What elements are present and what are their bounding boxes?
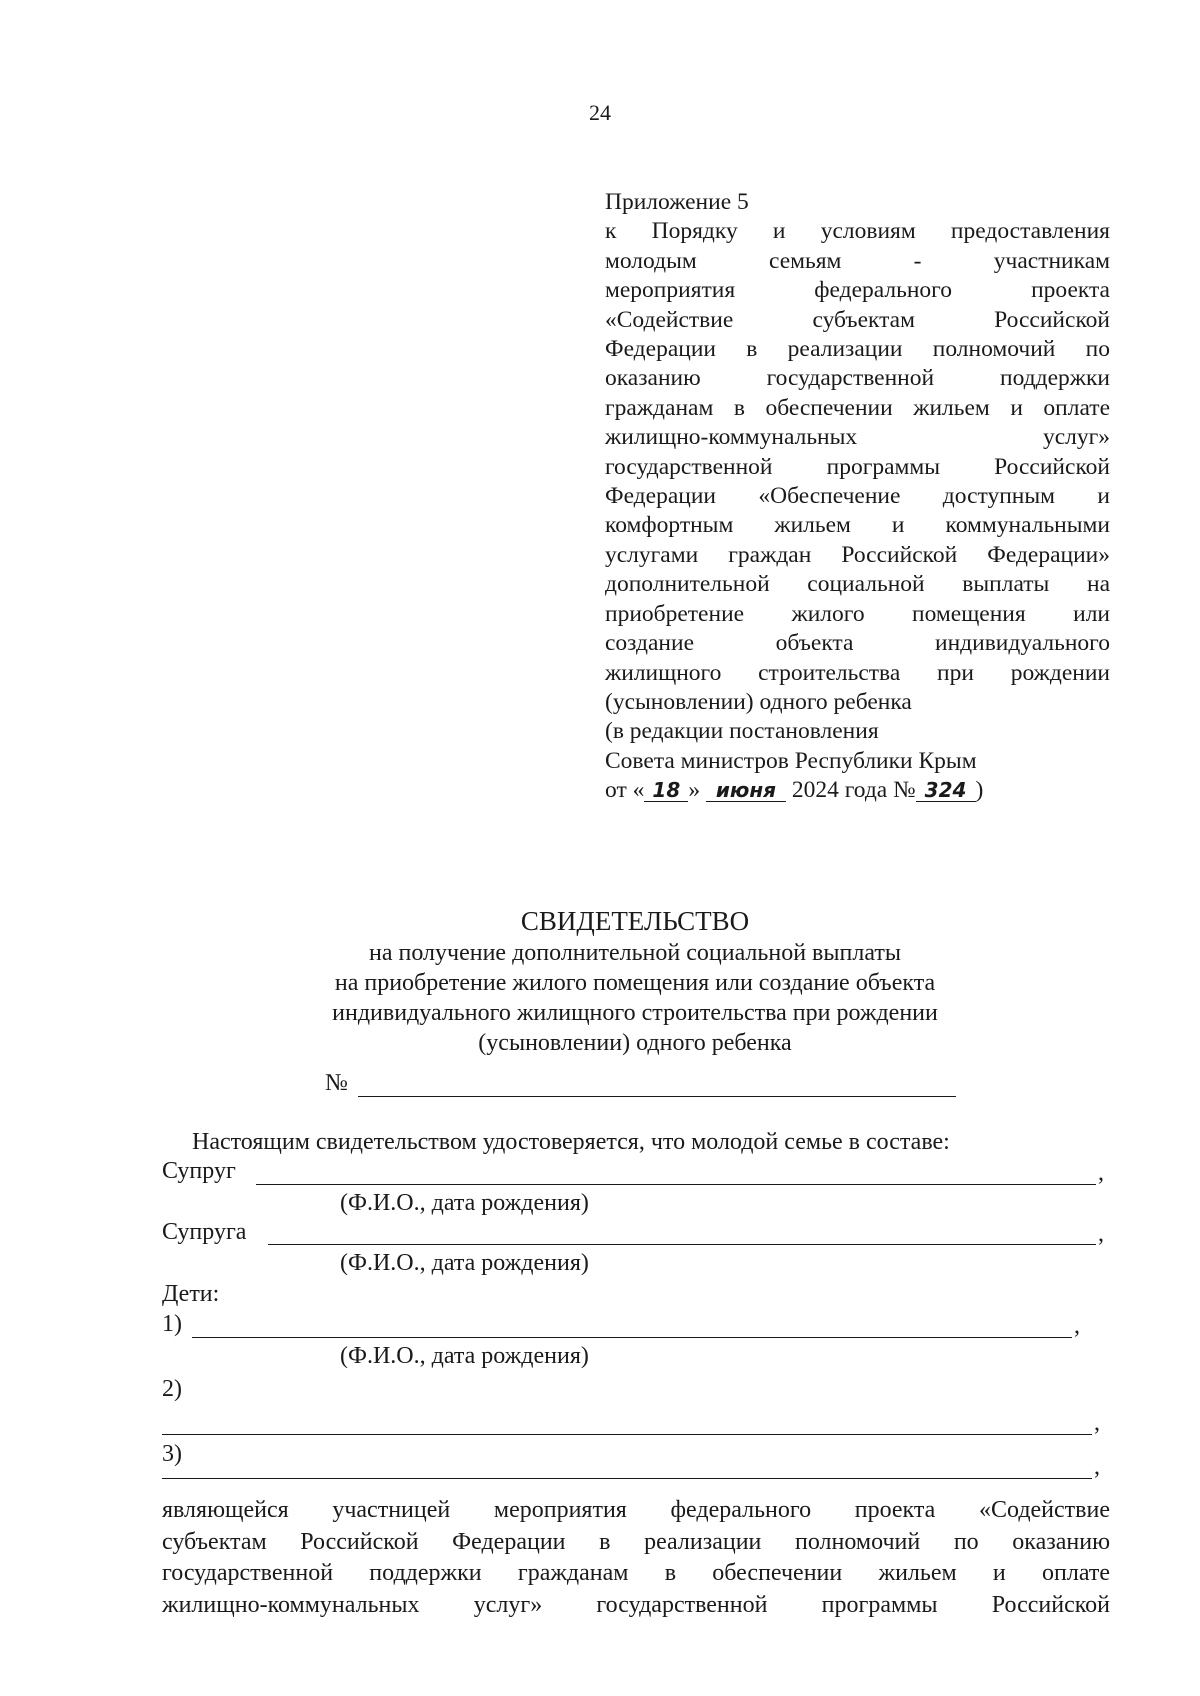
appendix-line: к Порядку и условиям предоставления [605,218,1110,245]
appendix-line: создание объекта индивидуального [605,630,1110,657]
paragraph-line: являющейся участницей мероприятия федерального проекта «Содействие [162,1497,1110,1523]
appendix-block [605,188,1110,806]
comma: , [1074,1313,1080,1339]
appendix-line: дополнительной социальной выплаты на [605,571,1110,598]
child-2-label: 2) [162,1376,182,1402]
child-3-field[interactable] [162,1478,1092,1479]
children-label: Дети: [162,1281,220,1307]
child-1-label: 1) [162,1311,182,1337]
date-prefix: от « [605,777,645,804]
appendix-line: комфортным жильем и коммунальными [605,512,1110,539]
appendix-date-line [605,776,1110,805]
appendix-line: мероприятия федерального проекта [605,277,1110,304]
date-suffix: ) [975,777,984,804]
comma: , [1098,1160,1104,1186]
appendix-title: Приложение 5 [605,189,749,215]
appendix-line: государственной программы Российской [605,453,1110,480]
appendix-line: Федерации «Обеспечение доступным и [605,483,1110,510]
certificate-heading [0,904,1200,1058]
certificate-subtitle-line: (усыновлении) одного ребенка [478,1030,792,1056]
appendix-line: оказанию государственной поддержки [605,365,1110,392]
spouse-male-field[interactable] [256,1184,1096,1185]
certificate-subtitle-line: на получение дополнительной социальной выплаты [369,940,901,966]
spouse-female-label: Супруга [162,1219,247,1245]
appendix-line: жилищного строительства при рождении [605,659,1110,686]
appendix-line: (в редакции постановления [605,718,879,745]
appendix-line: приобретение жилого помещения или [605,600,1110,627]
certificate-subtitle-line: на приобретение жилого помещения или создание объекта [334,970,936,996]
child-2-field[interactable] [162,1434,1092,1435]
date-year: 2024 года № [791,777,916,804]
spouse-female-field[interactable] [268,1244,1096,1245]
page-number: 24 [589,100,611,125]
certificate-number-field[interactable] [358,1074,956,1097]
certificate-title: СВИДЕТЕЛЬСТВО [520,906,750,936]
comma: , [1098,1221,1104,1247]
intro-text: Настоящим свидетельством удостоверяется, что молодой семье в составе: [192,1129,950,1155]
spouse-male-label: Супруг [162,1158,236,1184]
appendix-line: жилищно-коммунальных услуг» [605,424,1110,451]
handwritten-day: 18 [644,779,688,802]
appendix-line: молодым семьям - участникам [605,247,1110,274]
appendix-line: услугами граждан Российской Федерации» [605,541,1110,568]
certificate-subtitle-line: индивидуального жилищного строительства при рождении [332,1000,938,1026]
spouse-female-hint: (Ф.И.О., дата рождения) [340,1250,589,1276]
spouse-male-hint: (Ф.И.О., дата рождения) [340,1190,589,1216]
certificate-number-row [325,1070,956,1097]
child-3-label: 3) [162,1441,182,1467]
appendix-line: (усыновлении) одного ребенка [605,688,912,715]
handwritten-number: 324 [916,779,976,802]
appendix-line: Федерации в реализации полномочий по [605,336,1110,363]
appendix-line: Совета министров Республики Крым [605,747,977,774]
child-1-field[interactable] [192,1337,1072,1338]
paragraph-line: государственной поддержки гражданам в обеспечении жильем и оплате [162,1560,1110,1586]
comma: , [1094,1410,1100,1436]
number-sign: № [325,1070,348,1096]
handwritten-month: июня [706,779,786,802]
appendix-line: «Содействие субъектам Российской [605,306,1110,333]
child-1-hint: (Ф.И.О., дата рождения) [340,1343,589,1369]
comma: , [1094,1454,1100,1480]
final-paragraph [162,1495,1110,1621]
date-mid: » [688,777,701,804]
appendix-line: гражданам в обеспечении жильем и оплате [605,394,1110,421]
paragraph-line: жилищно-коммунальных услуг» государственной программы Российской [162,1591,1110,1618]
paragraph-line: субъектам Российской Федерации в реализации полномочий по оказанию [162,1528,1110,1555]
